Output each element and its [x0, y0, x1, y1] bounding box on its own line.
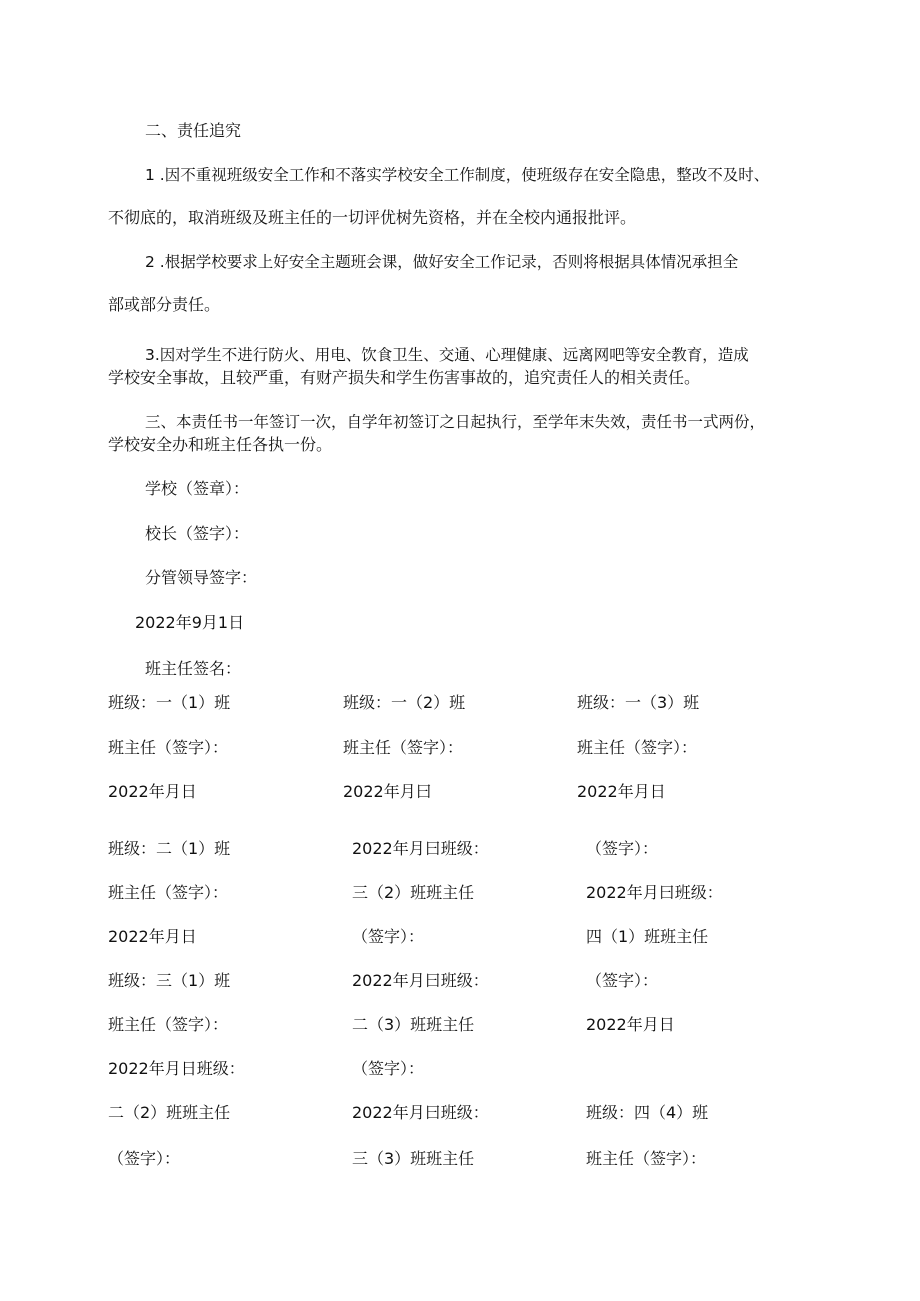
- section-3-line-2: 学校安全办和班主任各执一份。: [108, 435, 333, 454]
- grid-cell: 2022年月曰班级：: [352, 971, 489, 990]
- grid-cell: 2022年月曰班级：: [352, 1103, 489, 1122]
- grid-cell: （签字）：: [352, 1059, 425, 1078]
- grid-cell: 二（3）班班主任: [352, 1015, 475, 1034]
- grid-cell: 班主任（签字）：: [108, 883, 229, 902]
- section-3-line-1: 三、本责任书一年签订一次，自学年初签订之日起执行，至学年末失效，责任书一式两份，: [145, 413, 766, 431]
- grid-cell: 二（2）班班主任: [108, 1103, 231, 1122]
- grid-cell: 2022年月曰班级：: [352, 839, 489, 858]
- grid-cell: 2022年月日: [586, 1015, 675, 1034]
- clause-1-line-2: 不彻底的，取消班级及班主任的一切评优树先资格，并在全校内通报批评。: [108, 208, 637, 227]
- grid-cell: 班主任（签字）：: [108, 738, 229, 757]
- grid-cell: 班级：四（4）班: [586, 1103, 709, 1122]
- grid-cell: 2022年月日: [108, 782, 197, 801]
- grid-cell: 四（1）班班主任: [586, 927, 709, 946]
- clause-2-line-1: 2 .根据学校要求上好安全主题班会课，做好安全工作记录，否则将根据具体情况承担全: [145, 253, 739, 271]
- grid-cell: 班级：一（3）班: [577, 693, 700, 712]
- clause-1-line-1: 1 .因不重视班级安全工作和不落实学校安全工作制度，使班级存在安全隐患，整改不及时、: [145, 166, 770, 184]
- school-seal-label: 学校（签章）：: [145, 479, 250, 498]
- grid-cell: 2022年月曰: [343, 782, 432, 801]
- clause-2-line-2: 部或部分责任。: [108, 295, 221, 314]
- grid-cell: 班主任（签字）：: [108, 1015, 229, 1034]
- clause-3-line-1: 3.因对学生不进行防火、用电、饮食卫生、交通、心理健康、远离网吧等安全教育，造成: [145, 346, 749, 364]
- section-heading-2: 二、责任追究: [145, 121, 242, 140]
- grid-cell: 班级：三（1）班: [108, 971, 231, 990]
- grid-cell: （签字）：: [352, 927, 425, 946]
- principal-sign-label: 校长（签字）：: [145, 524, 250, 543]
- grid-cell: （签字）：: [586, 971, 659, 990]
- grid-cell: 班主任（签字）：: [343, 738, 464, 757]
- sign-date: 2022年9月1日: [135, 613, 245, 632]
- grid-cell: 班主任（签字）：: [586, 1149, 707, 1168]
- grid-cell: 班级：一（2）班: [343, 693, 466, 712]
- grid-cell: 三（2）班班主任: [352, 883, 475, 902]
- leader-sign-label: 分管领导签字：: [145, 568, 258, 587]
- grid-cell: 班级：一（1）班: [108, 693, 231, 712]
- grid-cell: 2022年月日: [108, 927, 197, 946]
- grid-cell: （签字）：: [586, 839, 659, 858]
- grid-cell: 三（3）班班主任: [352, 1149, 475, 1168]
- grid-cell: （签字）：: [108, 1149, 181, 1168]
- clause-3-line-2: 学校安全事故，且较严重，有财产损失和学生伤害事故的，追究责任人的相关责任。: [108, 368, 701, 387]
- teacher-sign-header: 班主任签名：: [145, 659, 242, 678]
- grid-cell: 2022年月日班级：: [108, 1059, 245, 1078]
- grid-cell: 班级：二（1）班: [108, 839, 231, 858]
- grid-cell: 班主任（签字）：: [577, 738, 698, 757]
- grid-cell: 2022年月日: [577, 782, 666, 801]
- grid-cell: 2022年月曰班级：: [586, 883, 723, 902]
